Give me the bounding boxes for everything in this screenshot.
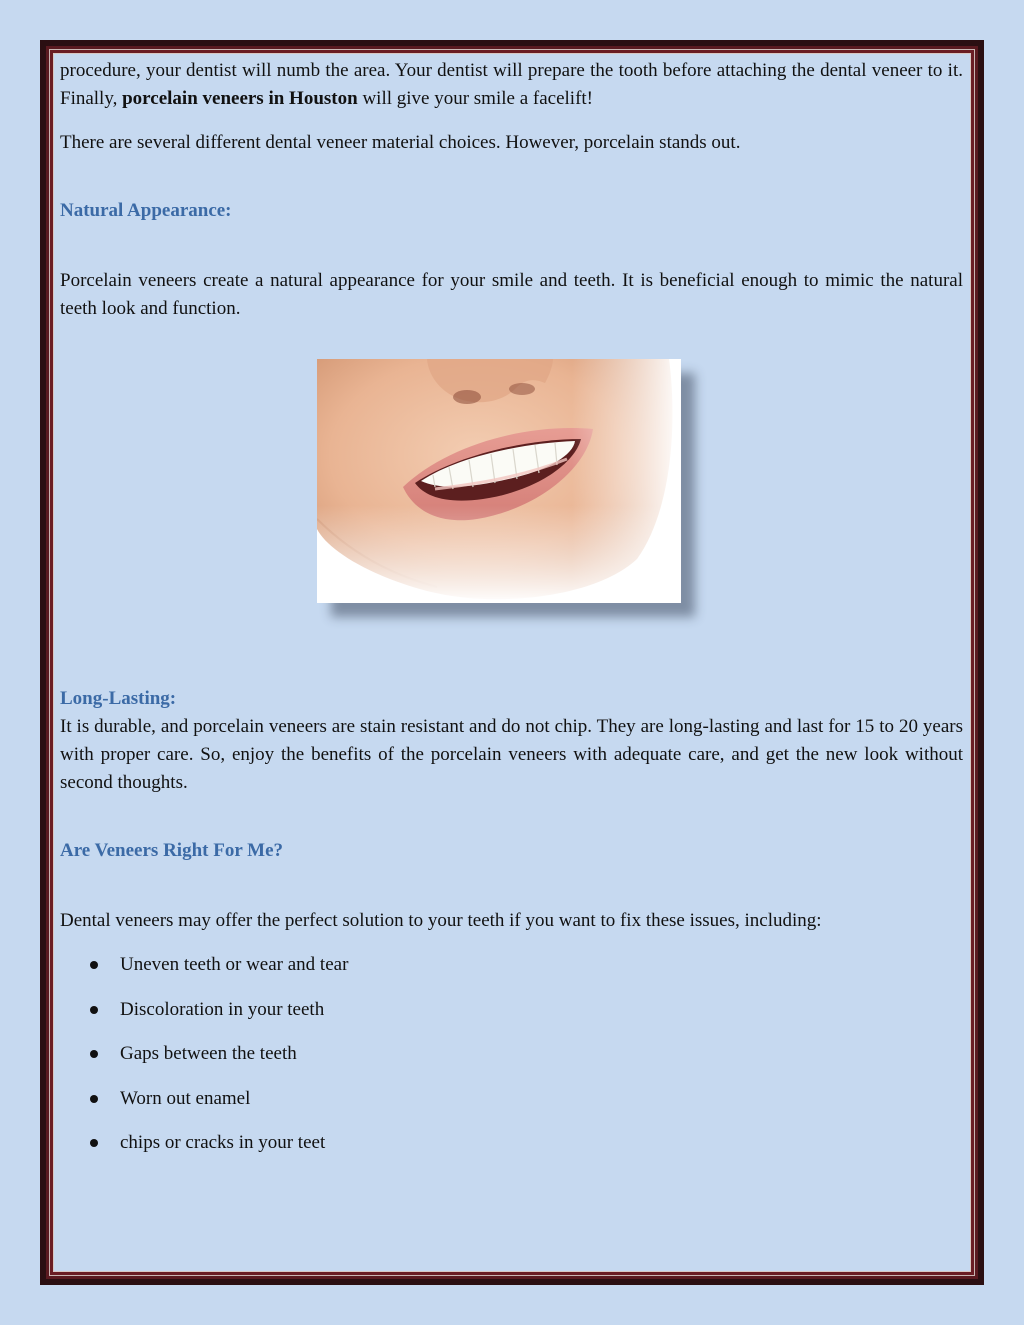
list-item-text: Gaps between the teeth: [120, 1043, 297, 1064]
natural-appearance-paragraph: Porcelain veneers create a natural appearance for your smile and teeth. It is beneficial enough to mimic the natural teeth look and function.: [60, 270, 963, 319]
issues-intro-paragraph: Dental veneers may offer the perfect solution to your teeth if you want to fix these issues, including:: [60, 910, 822, 931]
bullet-icon: [90, 961, 98, 969]
bullet-icon: [90, 1006, 98, 1014]
houston-veneers-highlight: porcelain veneers in Houston: [122, 88, 358, 109]
list-item: [60, 1085, 963, 1113]
list-item: [60, 1129, 963, 1157]
intro-text-1: procedure, your dentist will numb the area. Your dentist will prepare the tooth before attaching the dental veneer to it. Finally,: [60, 60, 963, 109]
bullet-icon: [90, 1050, 98, 1058]
smile-illustration: [317, 359, 681, 603]
list-item: [60, 951, 963, 979]
upper-content: [60, 57, 963, 323]
smile-photo: [317, 359, 681, 603]
bullet-icon: [90, 1095, 98, 1103]
long-lasting-paragraph: It is durable, and porcelain veneers are stain resistant and do not chip. They are long-lasting and last for 15 to 20 years with proper care. So, enjoy the benefits of the porcelain veneers with adequate care, and get the new look without second thoughts.: [60, 716, 963, 793]
list-item-text: chips or cracks in your teet: [120, 1132, 326, 1153]
natural-appearance-heading: Natural Appearance:: [60, 200, 232, 221]
list-item-text: Worn out enamel: [120, 1087, 251, 1109]
materials-paragraph: There are several different dental veneer material choices. However, porcelain stands out.: [60, 132, 741, 153]
lower-content: [60, 685, 963, 1174]
list-item: [60, 996, 963, 1024]
are-veneers-right-heading: Are Veneers Right For Me?: [60, 840, 284, 861]
issues-list: [60, 951, 963, 1157]
intro-paragraph: [60, 57, 963, 113]
intro-text-2: will give your smile a facelift!: [357, 88, 593, 109]
long-lasting-heading: Long-Lasting:: [60, 688, 177, 709]
list-item: [60, 1040, 963, 1068]
list-item-text: Uneven teeth or wear and tear: [120, 954, 349, 975]
bullet-icon: [90, 1139, 98, 1147]
list-item-text: Discoloration in your teeth: [120, 998, 325, 1020]
